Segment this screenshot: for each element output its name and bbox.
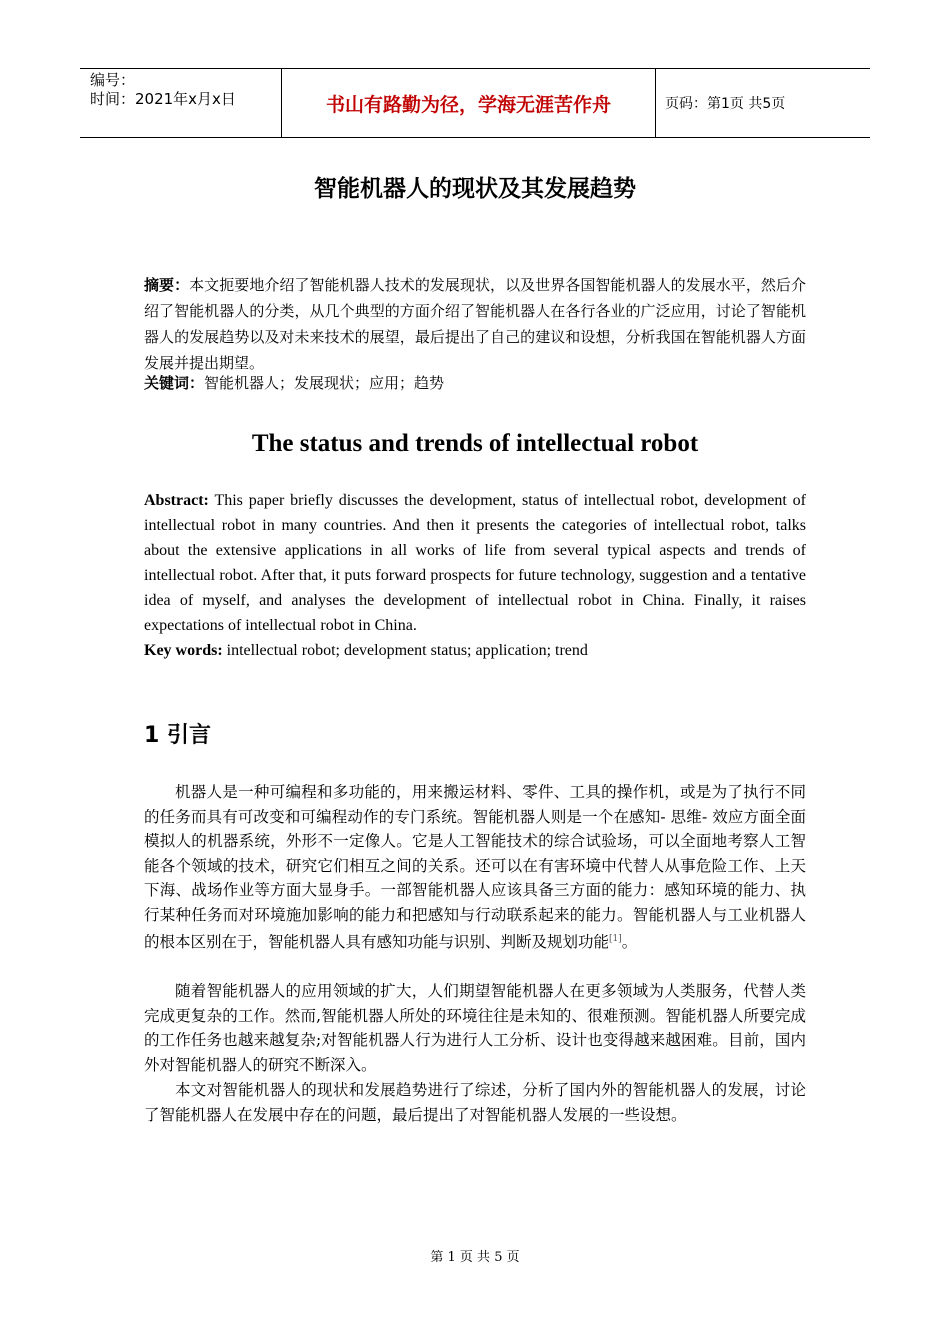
keywords-label-cn: 关键词： <box>144 374 205 392</box>
keywords-text-en: intellectual robot; development status; application; trend <box>222 642 588 659</box>
paragraph-1-text: 机器人是一种可编程和多功能的，用来搬运材料、零件、工具的操作机，或是为了执行不同的任务而具有可改变和可编程动作的专门系统。智能机器人则是一个在感知- 思维- 效应方面全面模拟人的机器系统，外形不一定像人。它是人工智能技术的综合试验场，可以全面地考察人工智能各个领域的技术，研究它们相互之间的关系。还可以在有害环境中代替人从事危险工作、上天下海、战场作业等方面大显身手。一部智能机器人应该具备三方面的能力：感知环境的能力、执行某种任务而对环境施加影响的能力和把感知与行动联系起来的能力。智能机器人与工业机器人的根本区别在于，智能机器人具有感知功能与识别、判断及规划功能 <box>144 783 806 952</box>
english-keywords <box>144 638 806 663</box>
document-header <box>80 68 870 138</box>
abstract-label-cn: 摘要： <box>144 276 190 294</box>
header-meta-cell <box>80 69 281 137</box>
body-paragraph-3: 本文对智能机器人的现状和发展趋势进行了综述，分析了国内外的智能机器人的发展，讨论了智能机器人在发展中存在的问题，最后提出了对智能机器人发展的一些设想。 <box>144 1081 806 1124</box>
body-paragraph-1 <box>144 780 806 955</box>
header-page-info: 页码：第1页 共5页 <box>665 96 786 112</box>
date-label: 时间：2021年x月x日 <box>90 90 236 108</box>
chinese-abstract <box>144 272 806 376</box>
keywords-text-cn: 智能机器人；发展现状；应用；趋势 <box>204 374 445 392</box>
abstract-text-cn: 本文扼要地介绍了智能机器人技术的发展现状，以及世界各国智能机器人的发展水平，然后介绍了智能机器人的分类，从几个典型的方面介绍了智能机器人在各行各业的广泛应用，讨论了智能机器人的发展趋势以及对未来技术的展望，最后提出了自己的建议和设想，分析我国在智能机器人方面发展并提出期望。 <box>144 276 806 372</box>
keywords-label-en: Key words: <box>144 642 223 659</box>
section-heading: 1 引言 <box>144 723 211 748</box>
citation-ref: [1] <box>609 934 622 944</box>
abstract-text-en: This paper briefly discusses the development, status of intellectual robot, development of intellectual robot in many countries. And then it presents the categories of intellectual robot, talks about the extensive applications in all works of life from several typical aspects and trends of intellectual robot. After that, it puts forward prospects for future technology, suggestion and a tentative idea of myself, and analyses the development of intellectual robot in China. Finally, it raises expectations of intellectual robot in China. <box>144 492 806 634</box>
chinese-title: 智能机器人的现状及其发展趋势 <box>314 176 636 202</box>
chinese-keywords <box>144 372 806 394</box>
page-footer: 第 1 页 共 5 页 <box>430 1250 520 1265</box>
abstract-label-en: Abstract: <box>144 492 209 509</box>
header-motto: 书山有路勤为径，学海无涯苦作舟 <box>281 69 656 137</box>
body-paragraph-2: 随着智能机器人的应用领域的扩大，人们期望智能机器人在更多领域为人类服务，代替人类完成更复杂的工作。然而,智能机器人所处的环境往往是未知的、很难预测。智能机器人所要完成的工作任务也越来越复杂;对智能机器人行为进行人工分析、设计也变得越来越困难。目前，国内外对智能机器人的研究不断深入。 <box>144 982 806 1074</box>
english-title: The status and trends of intellectual robot <box>251 430 699 457</box>
number-label: 编号： <box>90 71 136 89</box>
paragraph-1-end: 。 <box>621 933 638 952</box>
english-abstract <box>144 488 806 638</box>
